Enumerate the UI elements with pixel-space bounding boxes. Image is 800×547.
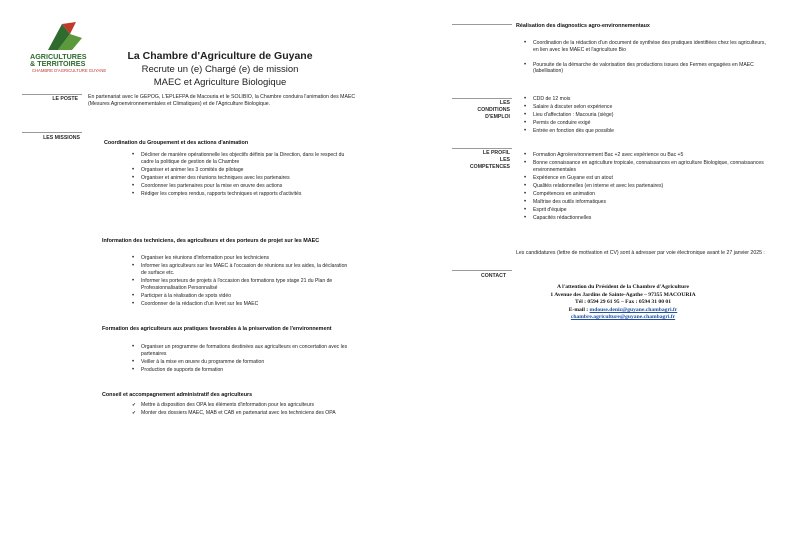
chamber-logo xyxy=(30,20,108,78)
list-item: • Capacités rédactionnelles xyxy=(522,215,772,222)
conditions-list xyxy=(522,96,772,136)
list-item: • Participer à la réalisation de spots vidéo xyxy=(130,293,348,300)
list-item: • Expérience en Guyane est un atout xyxy=(522,175,772,182)
section-divider xyxy=(22,132,82,133)
mission-list-information xyxy=(130,255,348,309)
list-item: • Production de supports de formation xyxy=(130,367,348,374)
section-label-profil: LE PROFIL LES COMPETENCES xyxy=(469,150,510,170)
contact-line: A l'attention du Président de la Chambre d'Agriculture xyxy=(556,284,690,290)
list-item: • Informer les porteurs de projets à l'occasion des formations type stage 21 du Plan de Professionnalisation Personnalisé xyxy=(130,278,348,292)
list-item: • Veiller à la mise en œuvre du programme de formation xyxy=(130,359,348,366)
page-right xyxy=(428,14,788,534)
list-item: • Salaire à discuter selon expérience xyxy=(522,104,772,111)
contact-email-row xyxy=(528,307,718,315)
section-divider xyxy=(452,98,512,99)
list-item: • Formation Agro/environnement Bac +2 avec expérience ou Bac +5 xyxy=(522,152,772,159)
section-label-conditions: LES CONDITIONS D'EMPLOI xyxy=(477,100,510,120)
section-divider xyxy=(452,270,512,271)
list-item: • Coordonner de la rédaction d'un livret sur les MAEC xyxy=(130,301,348,308)
list-item: • Organiser les réunions d'information pour les techniciens xyxy=(130,255,348,262)
profil-list xyxy=(522,152,772,223)
list-item: • Maîtrise des outils informatiques xyxy=(522,199,772,206)
candidatures-text: Les candidatures (lettre de motivation et CV) sont à adresser par voie électronique avant le 27 janvier 2025 : xyxy=(516,250,765,256)
page-left xyxy=(22,14,382,534)
contact-block xyxy=(528,284,718,322)
list-item: • Informer les agriculteurs sur les MAEC à l'occasion de réunions sur les aides, la déclaration de surface etc. xyxy=(130,263,348,277)
mission-list-conseil xyxy=(130,402,348,418)
contact-address: 1 Avenue des Jardins de Sainte-Agathe – 97355 MACOURIA xyxy=(550,291,696,298)
mission-group-title: Conseil et accompagnement administratif des agriculteurs xyxy=(102,392,253,398)
section-label-missions: LES MISSIONS xyxy=(43,135,80,141)
list-item: • Entrée en fonction dès que possible xyxy=(522,128,772,135)
mission-group-title: Formation des agriculteurs aux pratiques favorables à la préservation de l'environnement xyxy=(102,326,332,332)
list-item: • Rédiger les comptes rendus, rapports techniques et rapports d'activités xyxy=(130,191,348,198)
diagnostics-title: Réalisation des diagnostics agro-environnementaux xyxy=(516,23,650,29)
header-org: La Chambre d'Agriculture de Guyane xyxy=(127,50,313,62)
list-item: ✔ Monter des dossiers MAEC, MAB et CAB en partenariat avec les techniciens des OPA xyxy=(130,410,348,417)
mission-list-coordination xyxy=(130,152,348,199)
list-item: • Poursuite de la démarche de valorisation des productions issues des Fermes engagées en MAEC (labellisation) xyxy=(522,62,772,76)
section-divider xyxy=(452,24,512,25)
list-item: • Esprit d'équipe xyxy=(522,207,772,214)
list-item: • Coordonner les partenaires pour la mise en œuvre des actions xyxy=(130,183,348,190)
list-item: • Bonne connaissance en agriculture tropicale, connaissances en agriculture Biologique, connaissances environnementales xyxy=(522,160,772,174)
list-item: • Compétences en animation xyxy=(522,191,772,198)
section-label-poste: LE POSTE xyxy=(52,96,78,102)
section-label-contact: CONTACT xyxy=(481,273,506,279)
list-item: • Organiser et animer les 3 comités de pilotage xyxy=(130,167,348,174)
email-link[interactable]: chambre.agriculture@guyane.chambagri.fr xyxy=(570,314,676,321)
contact-phone: Tél : 0594 29 61 95 – Fax : 0594 31 00 01 xyxy=(574,299,672,306)
mission-group-title: Coordination du Groupement et des actions d'animation xyxy=(104,140,249,146)
list-item: • Qualités relationnelles (en interne et avec les partenaires) xyxy=(522,183,772,190)
list-item: • Lieu d'affectation : Macouria (siège) xyxy=(522,112,772,119)
list-item: • Organiser et animer des réunions techniques avec les partenaires xyxy=(130,175,348,182)
mission-list-formation xyxy=(130,344,348,375)
list-item: • Permis de conduire exigé xyxy=(522,120,772,127)
mission-group-title: Information des techniciens, des agriculteurs et des porteurs de projet sur les MAEC xyxy=(102,238,320,244)
logo-text-line3: CHAMBRE D'AGRICULTURE GUYANE xyxy=(32,68,107,73)
header-subject: MAEC et Agriculture Biologique xyxy=(153,77,287,88)
list-item: • CDD de 12 mois xyxy=(522,96,772,103)
poste-text: En partenariat avec le GEPOG, L'EPLEFPA de Macouria et le SOLIBIO, la Chambre conduira l'animation des MAEC (Mesures Agroenvironnementales et Climatiques) et de l'Agriculture Biologique. xyxy=(88,94,356,107)
header-recruit: Recrute un (e) Chargé (e) de mission xyxy=(141,64,299,75)
email-link[interactable]: mdouse.deniz@guyane.chambagri.fr xyxy=(589,306,678,313)
diagnostics-list xyxy=(522,40,772,76)
logo-text-line2: & TERRITOIRES xyxy=(30,59,86,68)
email-label: E-mail : xyxy=(568,306,590,313)
list-item: • Décliner de manière opérationnelle les objectifs définis par la Direction, dans le respect du cadre la politique de gestion de la Chambre xyxy=(130,152,348,166)
section-divider xyxy=(22,94,82,95)
list-item: • Organiser un programme de formations destinées aux agriculteurs en concertation avec les partenaires xyxy=(130,344,348,358)
list-item: ✔ Mettre à disposition des OPA les éléments d'information pour les agriculteurs xyxy=(130,402,348,409)
logo-text-line1: AGRICULTURES xyxy=(30,52,87,61)
logo-emblem-icon xyxy=(42,20,86,52)
list-item: • Coordination de la rédaction d'un document de synthèse des pratiques identifiées chez les agriculteurs, en lien avec les MAEC et l'agriculture Bio xyxy=(522,40,772,54)
section-divider xyxy=(452,148,512,149)
